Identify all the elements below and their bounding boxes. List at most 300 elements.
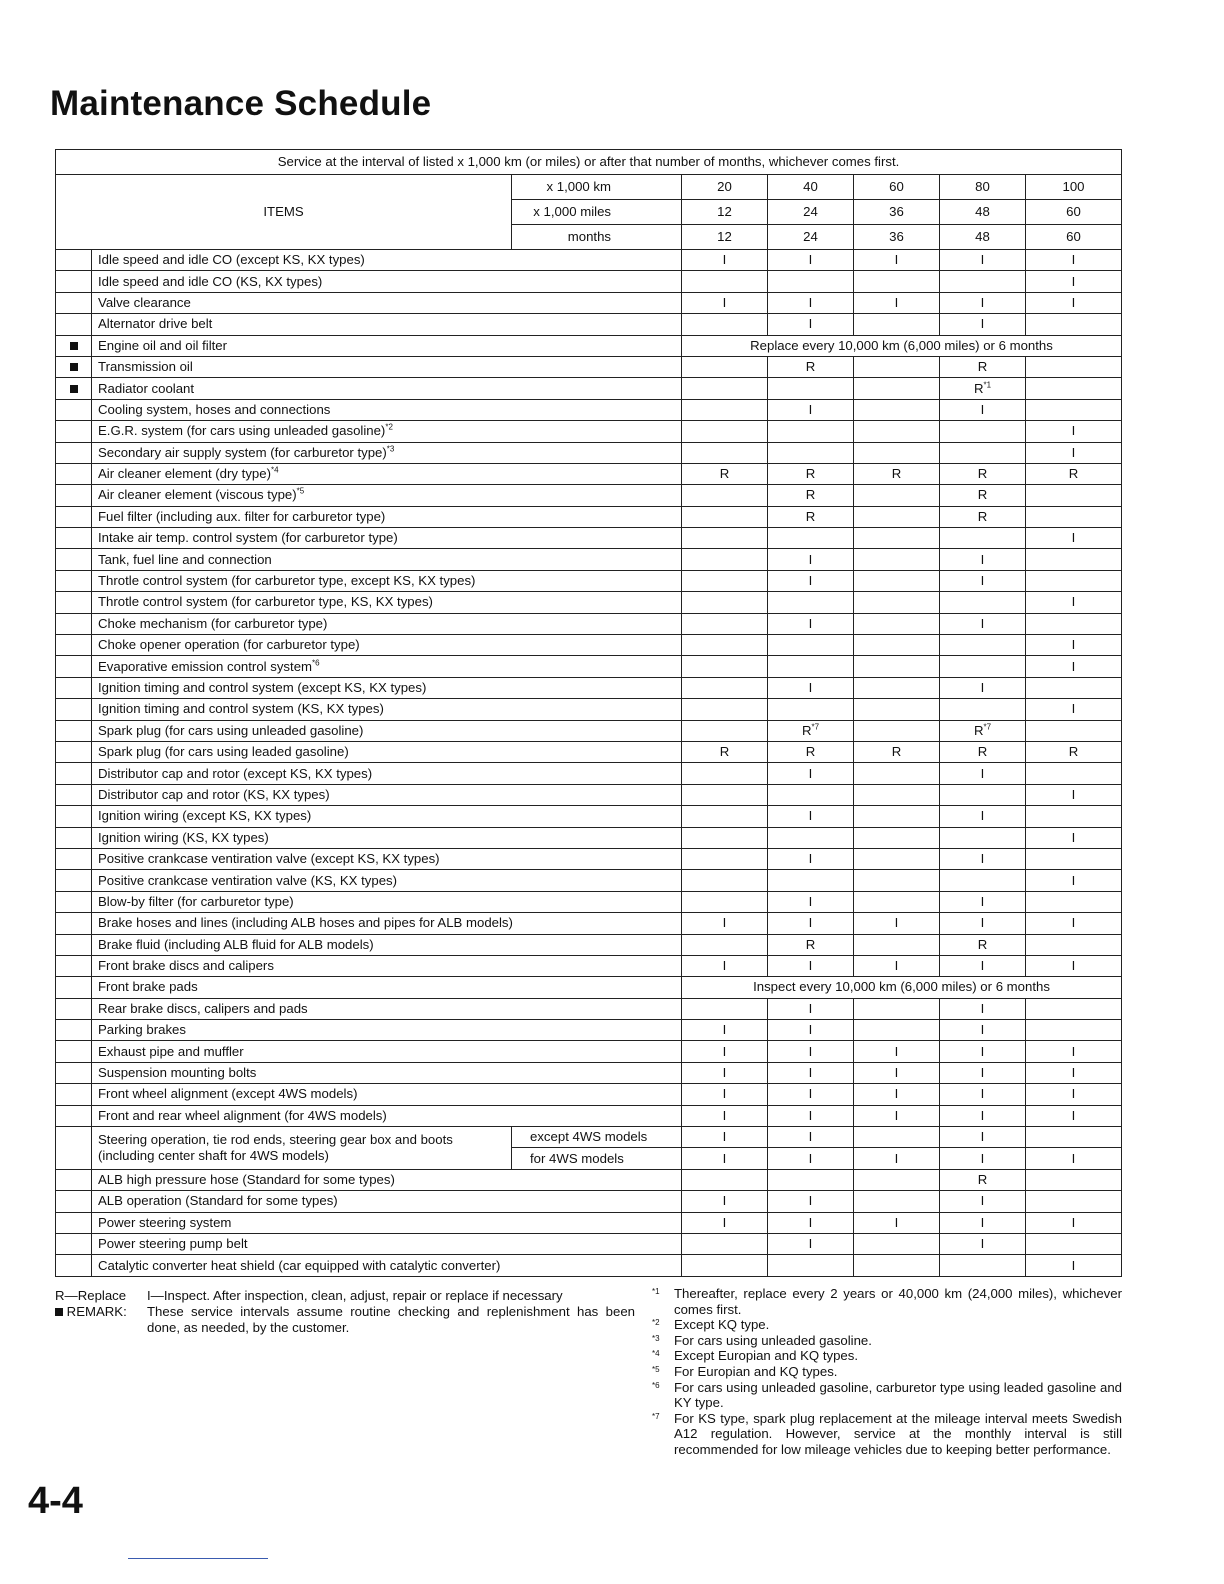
item-name <box>92 699 682 720</box>
remark-cell <box>56 1233 92 1254</box>
remark-cell <box>56 677 92 698</box>
schedule-cell <box>1026 934 1122 955</box>
schedule-cell <box>768 485 854 506</box>
interval-span: Inspect every 10,000 km (6,000 miles) or 6 months <box>682 977 1122 998</box>
schedule-cell <box>768 1062 854 1083</box>
schedule-cell <box>854 1041 940 1062</box>
table-row <box>56 1255 1122 1276</box>
remark-square-icon <box>55 1308 63 1316</box>
schedule-value: I <box>1071 273 1076 289</box>
maintenance-schedule-table <box>55 149 1122 1277</box>
schedule-cell <box>768 399 854 420</box>
schedule-value: I <box>1071 294 1076 310</box>
table-row <box>56 720 1122 741</box>
schedule-cell <box>768 870 854 891</box>
schedule-cell <box>854 1191 940 1212</box>
schedule-cell: I <box>940 1148 1026 1169</box>
schedule-value: I <box>980 252 985 268</box>
footnote-mark: *4 <box>652 1349 660 1359</box>
remark-cell <box>56 784 92 805</box>
schedule-cell <box>854 378 940 399</box>
schedule-cell <box>682 271 768 292</box>
schedule-cell <box>1026 421 1122 442</box>
schedule-cell <box>1026 292 1122 313</box>
table-row <box>56 677 1122 698</box>
footnote-mark: *6 <box>652 1380 660 1390</box>
schedule-cell <box>768 1212 854 1233</box>
footnote-text: For cars using unleaded gasoline, carburetor type using leaded gasoline and KY type. <box>674 1379 1122 1411</box>
months-value: 24 <box>768 225 854 250</box>
schedule-cell <box>768 570 854 591</box>
schedule-cell <box>940 1084 1026 1105</box>
schedule-cell <box>940 463 1026 484</box>
schedule-cell: I <box>768 1148 854 1169</box>
remark-cell <box>56 506 92 527</box>
schedule-cell <box>682 1191 768 1212</box>
legend <box>55 1288 635 1336</box>
schedule-value: I <box>808 851 813 867</box>
schedule-cell <box>682 699 768 720</box>
miles-value: 12 <box>682 200 768 225</box>
item-name <box>92 1041 682 1062</box>
miles-value: 48 <box>940 200 1026 225</box>
item-label: Transmission oil <box>98 359 193 375</box>
schedule-cell <box>1026 891 1122 912</box>
schedule-cell <box>768 356 854 377</box>
remark-cell <box>56 1020 92 1041</box>
item-label: E.G.R. system (for cars using unleaded gasoline) <box>98 423 386 439</box>
schedule-cell <box>1026 592 1122 613</box>
schedule-cell <box>682 421 768 442</box>
footnote-mark: *3 <box>652 1333 660 1343</box>
schedule-value: I <box>1071 252 1076 268</box>
table-row <box>56 827 1122 848</box>
table-row <box>56 335 1122 356</box>
schedule-value: I <box>722 1086 727 1102</box>
schedule-value: I <box>808 1236 813 1252</box>
schedule-value: R <box>805 936 816 952</box>
schedule-value: I <box>808 1107 813 1123</box>
schedule-value: I <box>894 252 899 268</box>
schedule-cell <box>682 955 768 976</box>
schedule-cell <box>682 592 768 613</box>
schedule-cell <box>1026 378 1122 399</box>
footnote-ref: *7 <box>811 722 820 732</box>
schedule-cell <box>682 934 768 955</box>
months-value: 60 <box>1026 225 1122 250</box>
item-label: Front wheel alignment (except 4WS models) <box>98 1086 358 1102</box>
schedule-cell <box>940 250 1026 271</box>
schedule-cell <box>768 1020 854 1041</box>
schedule-value: R <box>977 359 988 375</box>
schedule-cell: I <box>682 1148 768 1169</box>
schedule-cell <box>854 848 940 869</box>
item-label: Rear brake discs, calipers and pads <box>98 1000 308 1016</box>
schedule-cell <box>940 1169 1026 1190</box>
legend-remark-text: These service intervals assume routine checking and replenishment has been done, as needed, by the customer. <box>147 1304 635 1335</box>
schedule-value: I <box>808 1000 813 1016</box>
item-label: Exhaust pipe and muffler <box>98 1043 244 1059</box>
schedule-cell <box>854 955 940 976</box>
remark-cell <box>56 528 92 549</box>
schedule-cell <box>940 1212 1026 1233</box>
schedule-cell <box>768 314 854 335</box>
schedule-cell <box>940 1255 1026 1276</box>
schedule-cell <box>682 848 768 869</box>
item-label: Choke opener operation (for carburetor type) <box>98 637 360 653</box>
schedule-cell <box>768 934 854 955</box>
remark-square-icon <box>70 342 78 350</box>
schedule-value: I <box>980 1193 985 1209</box>
table-row <box>56 913 1122 934</box>
item-label: Air cleaner element (viscous type) <box>98 487 297 503</box>
schedule-value: I <box>722 958 727 974</box>
schedule-value: I <box>980 1065 985 1081</box>
schedule-cell <box>768 699 854 720</box>
schedule-cell <box>854 570 940 591</box>
remark-cell <box>56 699 92 720</box>
table-row <box>56 485 1122 506</box>
item-name <box>92 356 682 377</box>
schedule-value: I <box>808 808 813 824</box>
schedule-cell <box>854 763 940 784</box>
footer-divider <box>128 1558 268 1559</box>
schedule-cell <box>854 442 940 463</box>
schedule-cell: I <box>768 1127 854 1148</box>
schedule-cell <box>1026 613 1122 634</box>
schedule-cell <box>940 378 1026 399</box>
schedule-value: R <box>973 722 984 738</box>
schedule-cell <box>682 378 768 399</box>
schedule-cell <box>1026 1212 1122 1233</box>
schedule-value: I <box>808 958 813 974</box>
footnote <box>652 1286 1122 1317</box>
footnote-mark: *2 <box>652 1318 660 1328</box>
remark-cell <box>56 485 92 506</box>
miles-value: 36 <box>854 200 940 225</box>
schedule-cell <box>768 592 854 613</box>
schedule-value: I <box>722 294 727 310</box>
remark-cell <box>56 827 92 848</box>
miles-value: 60 <box>1026 200 1122 225</box>
schedule-cell <box>940 741 1026 762</box>
schedule-cell <box>1026 1127 1122 1148</box>
schedule-cell <box>768 250 854 271</box>
schedule-cell <box>854 1062 940 1083</box>
schedule-cell <box>940 784 1026 805</box>
table-row <box>56 784 1122 805</box>
schedule-cell <box>940 1020 1026 1041</box>
schedule-value: I <box>722 915 727 931</box>
remark-cell <box>56 934 92 955</box>
item-label: Throtle control system (for carburetor type, KS, KX types) <box>98 594 433 610</box>
schedule-value: I <box>808 915 813 931</box>
schedule-value: I <box>980 1107 985 1123</box>
schedule-cell <box>854 913 940 934</box>
schedule-cell <box>1026 463 1122 484</box>
schedule-cell <box>1026 314 1122 335</box>
miles-value: 24 <box>768 200 854 225</box>
table-row <box>56 421 1122 442</box>
remark-cell <box>56 292 92 313</box>
table-row <box>56 1212 1122 1233</box>
table-row <box>56 549 1122 570</box>
unit-km-label: x 1,000 km <box>512 175 682 200</box>
schedule-value: I <box>894 1214 899 1230</box>
schedule-cell <box>768 635 854 656</box>
table-row <box>56 848 1122 869</box>
schedule-cell <box>1026 699 1122 720</box>
schedule-cell <box>1026 806 1122 827</box>
schedule-cell: I <box>940 1127 1026 1148</box>
schedule-value: I <box>1071 829 1076 845</box>
schedule-cell <box>940 442 1026 463</box>
schedule-cell <box>940 1191 1026 1212</box>
schedule-cell <box>682 720 768 741</box>
table-row <box>56 592 1122 613</box>
schedule-cell <box>854 635 940 656</box>
item-label: Idle speed and idle CO (except KS, KX types) <box>98 252 365 268</box>
schedule-cell <box>1026 506 1122 527</box>
table-row <box>56 271 1122 292</box>
schedule-value: I <box>980 615 985 631</box>
remark-cell <box>56 613 92 634</box>
months-value: 48 <box>940 225 1026 250</box>
footnote <box>652 1364 1122 1380</box>
schedule-cell <box>854 1169 940 1190</box>
schedule-cell <box>940 998 1026 1019</box>
schedule-cell <box>682 763 768 784</box>
page-title: Maintenance Schedule <box>50 84 432 123</box>
schedule-value: I <box>1071 1107 1076 1123</box>
schedule-cell <box>1026 528 1122 549</box>
schedule-cell <box>940 848 1026 869</box>
schedule-cell <box>682 250 768 271</box>
schedule-cell <box>768 292 854 313</box>
remark-cell <box>56 1041 92 1062</box>
schedule-cell <box>682 570 768 591</box>
item-name <box>92 1169 682 1190</box>
item-label: Front brake pads <box>98 979 198 995</box>
schedule-cell <box>854 784 940 805</box>
schedule-cell <box>854 827 940 848</box>
schedule-value: I <box>808 1065 813 1081</box>
schedule-cell <box>940 656 1026 677</box>
item-name <box>92 891 682 912</box>
interval-span: Replace every 10,000 km (6,000 miles) or 6 months <box>682 335 1122 356</box>
schedule-value: I <box>722 1043 727 1059</box>
schedule-cell <box>940 506 1026 527</box>
schedule-cell <box>768 421 854 442</box>
schedule-cell <box>854 806 940 827</box>
table-row <box>56 977 1122 998</box>
schedule-cell <box>940 913 1026 934</box>
schedule-value: I <box>980 915 985 931</box>
schedule-cell <box>682 741 768 762</box>
steering-sub-label: for 4WS models <box>512 1148 682 1169</box>
schedule-value: I <box>894 1065 899 1081</box>
item-name <box>92 485 682 506</box>
schedule-cell <box>768 955 854 976</box>
item-label: Ignition timing and control system (except KS, KX types) <box>98 680 427 695</box>
schedule-cell <box>854 314 940 335</box>
schedule-cell <box>768 442 854 463</box>
schedule-cell <box>768 913 854 934</box>
schedule-cell <box>682 528 768 549</box>
schedule-cell <box>682 356 768 377</box>
remark-cell <box>56 741 92 762</box>
schedule-cell <box>940 870 1026 891</box>
schedule-value: I <box>1071 1214 1076 1230</box>
schedule-cell <box>768 1169 854 1190</box>
item-label: Catalytic converter heat shield (car equipped with catalytic converter) <box>98 1257 501 1273</box>
schedule-cell <box>854 506 940 527</box>
schedule-value: I <box>722 1193 727 1209</box>
schedule-cell <box>1026 1062 1122 1083</box>
schedule-cell <box>940 1105 1026 1126</box>
remark-cell <box>56 1169 92 1190</box>
interval-note-row <box>56 150 1122 175</box>
remark-cell <box>56 656 92 677</box>
schedule-value: R <box>977 466 988 482</box>
schedule-value: R <box>977 487 988 503</box>
item-label: Secondary air supply system (for carburetor type) <box>98 444 387 460</box>
schedule-value: I <box>1071 658 1076 674</box>
item-name <box>92 271 682 292</box>
schedule-cell <box>854 399 940 420</box>
schedule-cell <box>682 827 768 848</box>
item-label: Engine oil and oil filter <box>98 337 228 353</box>
schedule-value: R <box>977 508 988 524</box>
table-row <box>56 870 1122 891</box>
schedule-cell <box>1026 656 1122 677</box>
schedule-cell <box>1026 1020 1122 1041</box>
item-name <box>92 442 682 463</box>
schedule-value: I <box>722 1022 727 1038</box>
items-header: ITEMS <box>56 175 512 250</box>
schedule-cell <box>854 720 940 741</box>
item-name <box>92 784 682 805</box>
schedule-cell <box>1026 1169 1122 1190</box>
schedule-value: I <box>1071 530 1076 546</box>
item-label: Choke mechanism (for carburetor type) <box>98 615 328 631</box>
item-label: Tank, fuel line and connection <box>98 551 272 567</box>
item-label: Valve clearance <box>98 294 191 310</box>
schedule-cell <box>768 763 854 784</box>
remark-cell <box>56 720 92 741</box>
schedule-cell <box>854 1212 940 1233</box>
schedule-value: I <box>980 808 985 824</box>
item-label: Air cleaner element (dry type) <box>98 466 271 482</box>
item-name <box>92 1020 682 1041</box>
schedule-value: I <box>808 252 813 268</box>
item-label: Ignition wiring (except KS, KX types) <box>98 808 312 824</box>
remark-cell <box>56 442 92 463</box>
schedule-cell <box>854 1084 940 1105</box>
item-name <box>92 570 682 591</box>
schedule-cell <box>854 677 940 698</box>
table-row <box>56 314 1122 335</box>
schedule-value: R <box>801 722 812 738</box>
schedule-cell <box>854 549 940 570</box>
item-label: Distributor cap and rotor (KS, KX types) <box>98 786 330 802</box>
table-row <box>56 635 1122 656</box>
item-name <box>92 656 682 677</box>
item-name <box>92 763 682 784</box>
schedule-value: I <box>980 551 985 567</box>
schedule-value: R <box>805 508 816 524</box>
schedule-cell <box>1026 955 1122 976</box>
schedule-cell <box>854 421 940 442</box>
months-value: 12 <box>682 225 768 250</box>
schedule-cell <box>768 528 854 549</box>
km-value: 60 <box>854 175 940 200</box>
schedule-cell <box>854 1020 940 1041</box>
item-name <box>92 977 682 998</box>
schedule-cell <box>682 1084 768 1105</box>
interval-note: Service at the interval of listed x 1,000 km (or miles) or after that number of months, whichever comes first. <box>56 150 1122 175</box>
remark-cell <box>56 1127 92 1170</box>
legend-replace: R—Replace <box>55 1288 127 1303</box>
remark-cell <box>56 1084 92 1105</box>
table-row <box>56 528 1122 549</box>
schedule-cell <box>768 1233 854 1254</box>
schedule-cell <box>768 1105 854 1126</box>
schedule-value: I <box>808 680 813 695</box>
schedule-cell <box>940 485 1026 506</box>
remark-cell <box>56 1212 92 1233</box>
item-name <box>92 1191 682 1212</box>
schedule-value: I <box>980 765 985 781</box>
schedule-value: I <box>722 1107 727 1123</box>
schedule-cell <box>940 1062 1026 1083</box>
schedule-value: I <box>808 294 813 310</box>
schedule-cell <box>768 677 854 698</box>
footnote-mark: *7 <box>652 1411 660 1421</box>
footnote-text: For KS type, spark plug replacement at the mileage interval meets Swedish A12 regulation. However, service at the monthly interval is still recommended for low mileage vehicles due to keeping better performance. <box>674 1410 1122 1457</box>
item-label: Power steering pump belt <box>98 1236 248 1252</box>
schedule-cell <box>1026 399 1122 420</box>
remark-cell <box>56 271 92 292</box>
remark-cell <box>56 463 92 484</box>
schedule-cell <box>768 1255 854 1276</box>
table-row <box>56 378 1122 399</box>
footnote-ref: *2 <box>385 422 393 432</box>
item-name <box>92 314 682 335</box>
table-row <box>56 955 1122 976</box>
legend-remark-label: REMARK: <box>66 1304 127 1319</box>
schedule-cell <box>682 1255 768 1276</box>
item-name <box>92 528 682 549</box>
schedule-value: I <box>980 1022 985 1038</box>
schedule-cell <box>1026 1233 1122 1254</box>
schedule-cell <box>940 827 1026 848</box>
schedule-cell <box>768 549 854 570</box>
schedule-value: I <box>1071 701 1076 717</box>
schedule-value: I <box>894 958 899 974</box>
schedule-value: I <box>980 316 985 332</box>
item-name <box>92 1084 682 1105</box>
schedule-value: R <box>977 936 988 952</box>
schedule-cell <box>940 677 1026 698</box>
item-name <box>92 1233 682 1254</box>
footnote-ref: *5 <box>296 487 305 497</box>
schedule-cell: I <box>1026 1148 1122 1169</box>
schedule-value: I <box>722 1214 727 1230</box>
item-label: Distributor cap and rotor (except KS, KX types) <box>98 765 373 781</box>
schedule-value: I <box>808 765 813 781</box>
schedule-cell <box>768 827 854 848</box>
